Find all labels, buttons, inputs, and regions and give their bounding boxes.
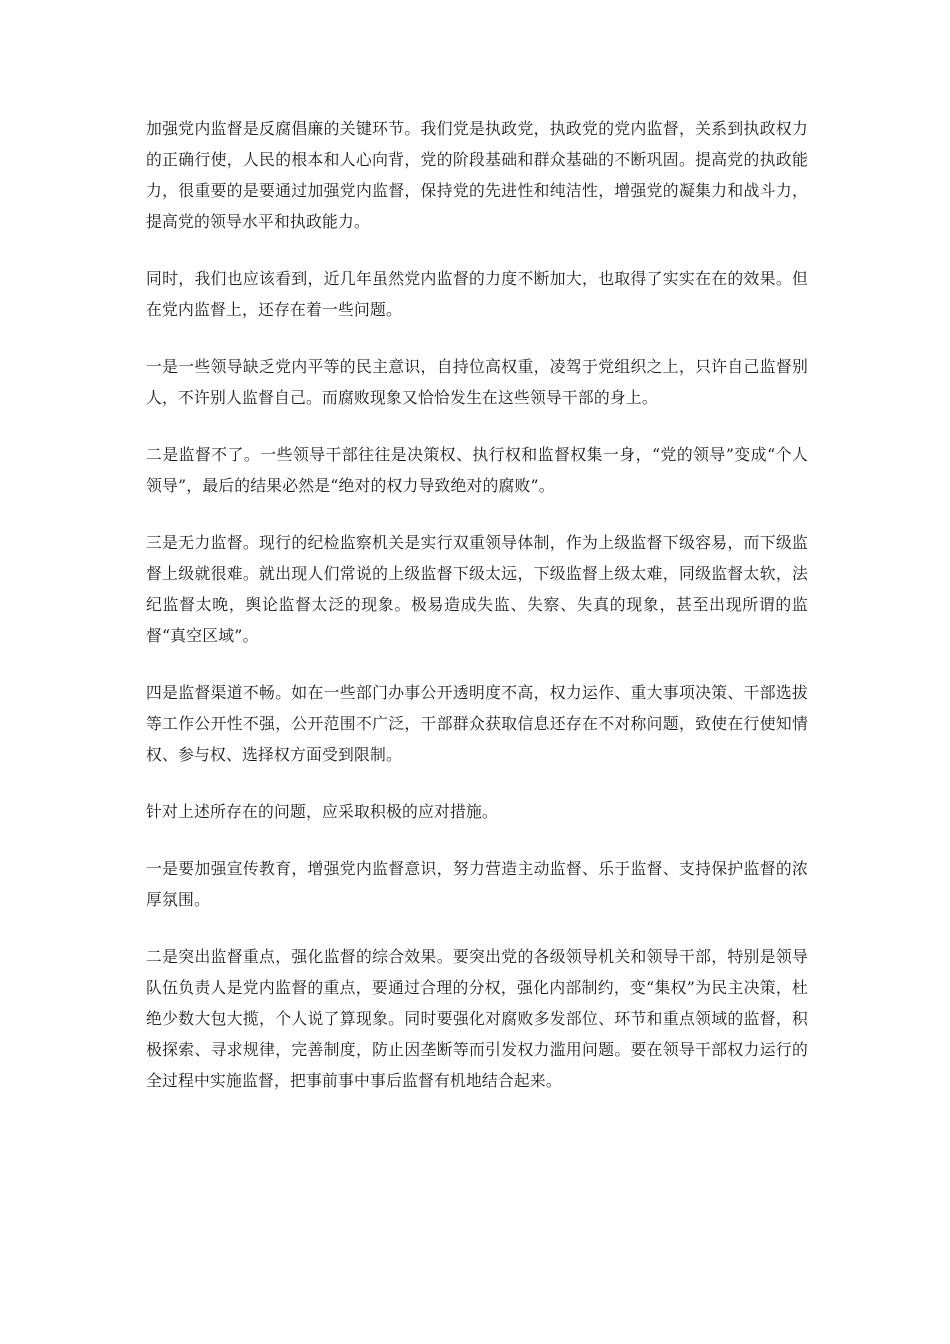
document-body — [146, 113, 808, 1122]
paragraph-problem-2: 二是监督不了。一些领导干部往往是决策权、执行权和监督权集一身，“党的领导”变成“个人领导”，最后的结果必然是“绝对的权力导致绝对的腐败”。 — [146, 445, 808, 495]
paragraph-problems-intro: 同时，我们也应该看到，近几年虽然党内监督的力度不断加大，也取得了实实在在的效果。但在党内监督上，还存在着一些问题。 — [146, 269, 808, 319]
paragraph-measure-2: 二是突出监督重点，强化监督的综合效果。要突出党的各级领导机关和领导干部，特别是领导队伍负责人是党内监督的重点，要通过合理的分权，强化内部制约，变“集权”为民主决策，杜绝少数大包大揽，个人说了算现象。同时要强化对腐败多发部位、环节和重点领域的监督，积极探索、寻求规律，完善制度，防止因垄断等而引发权力滥用问题。要在领导干部权力运行的全过程中实施监督，把事前事中事后监督有机地结合起来。 — [146, 947, 808, 1090]
paragraph-intro: 加强党内监督是反腐倡廉的关键环节。我们党是执政党，执政党的党内监督，关系到执政权力的正确行使，人民的根本和人心向背，党的阶段基础和群众基础的不断巩固。提高党的执政能力，很重要的是要通过加强党内监督，保持党的先进性和纯洁性，增强党的凝集力和战斗力，提高党的领导水平和执政能力。 — [146, 119, 808, 231]
paragraph-problem-4: 四是监督渠道不畅。如在一些部门办事公开透明度不高，权力运作、重大事项决策、干部选拔等工作公开性不强，公开范围不广泛，干部群众获取信息还存在不对称问题，致使在行使知情权、参与权、选择权方面受到限制。 — [146, 683, 808, 764]
paragraph-measure-1: 一是要加强宣传教育，增强党内监督意识，努力营造主动监督、乐于监督、支持保护监督的浓厚氛围。 — [146, 859, 808, 909]
paragraph-problem-1: 一是一些领导缺乏党内平等的民主意识，自持位高权重，凌驾于党组织之上，只许自己监督别人，不许别人监督自己。而腐败现象又恰恰发生在这些领导干部的身上。 — [146, 357, 808, 407]
paragraph-measures-intro: 针对上述所存在的问题，应采取积极的应对措施。 — [146, 802, 498, 821]
paragraph-problem-3: 三是无力监督。现行的纪检监察机关是实行双重领导体制，作为上级监督下级容易，而下级监督上级就很难。就出现人们常说的上级监督下级太远，下级监督上级太难，同级监督太软，法纪监督太晚，舆论监督太泛的现象。极易造成失监、失察、失真的现象，甚至出现所谓的监督“真空区域”。 — [146, 533, 808, 645]
